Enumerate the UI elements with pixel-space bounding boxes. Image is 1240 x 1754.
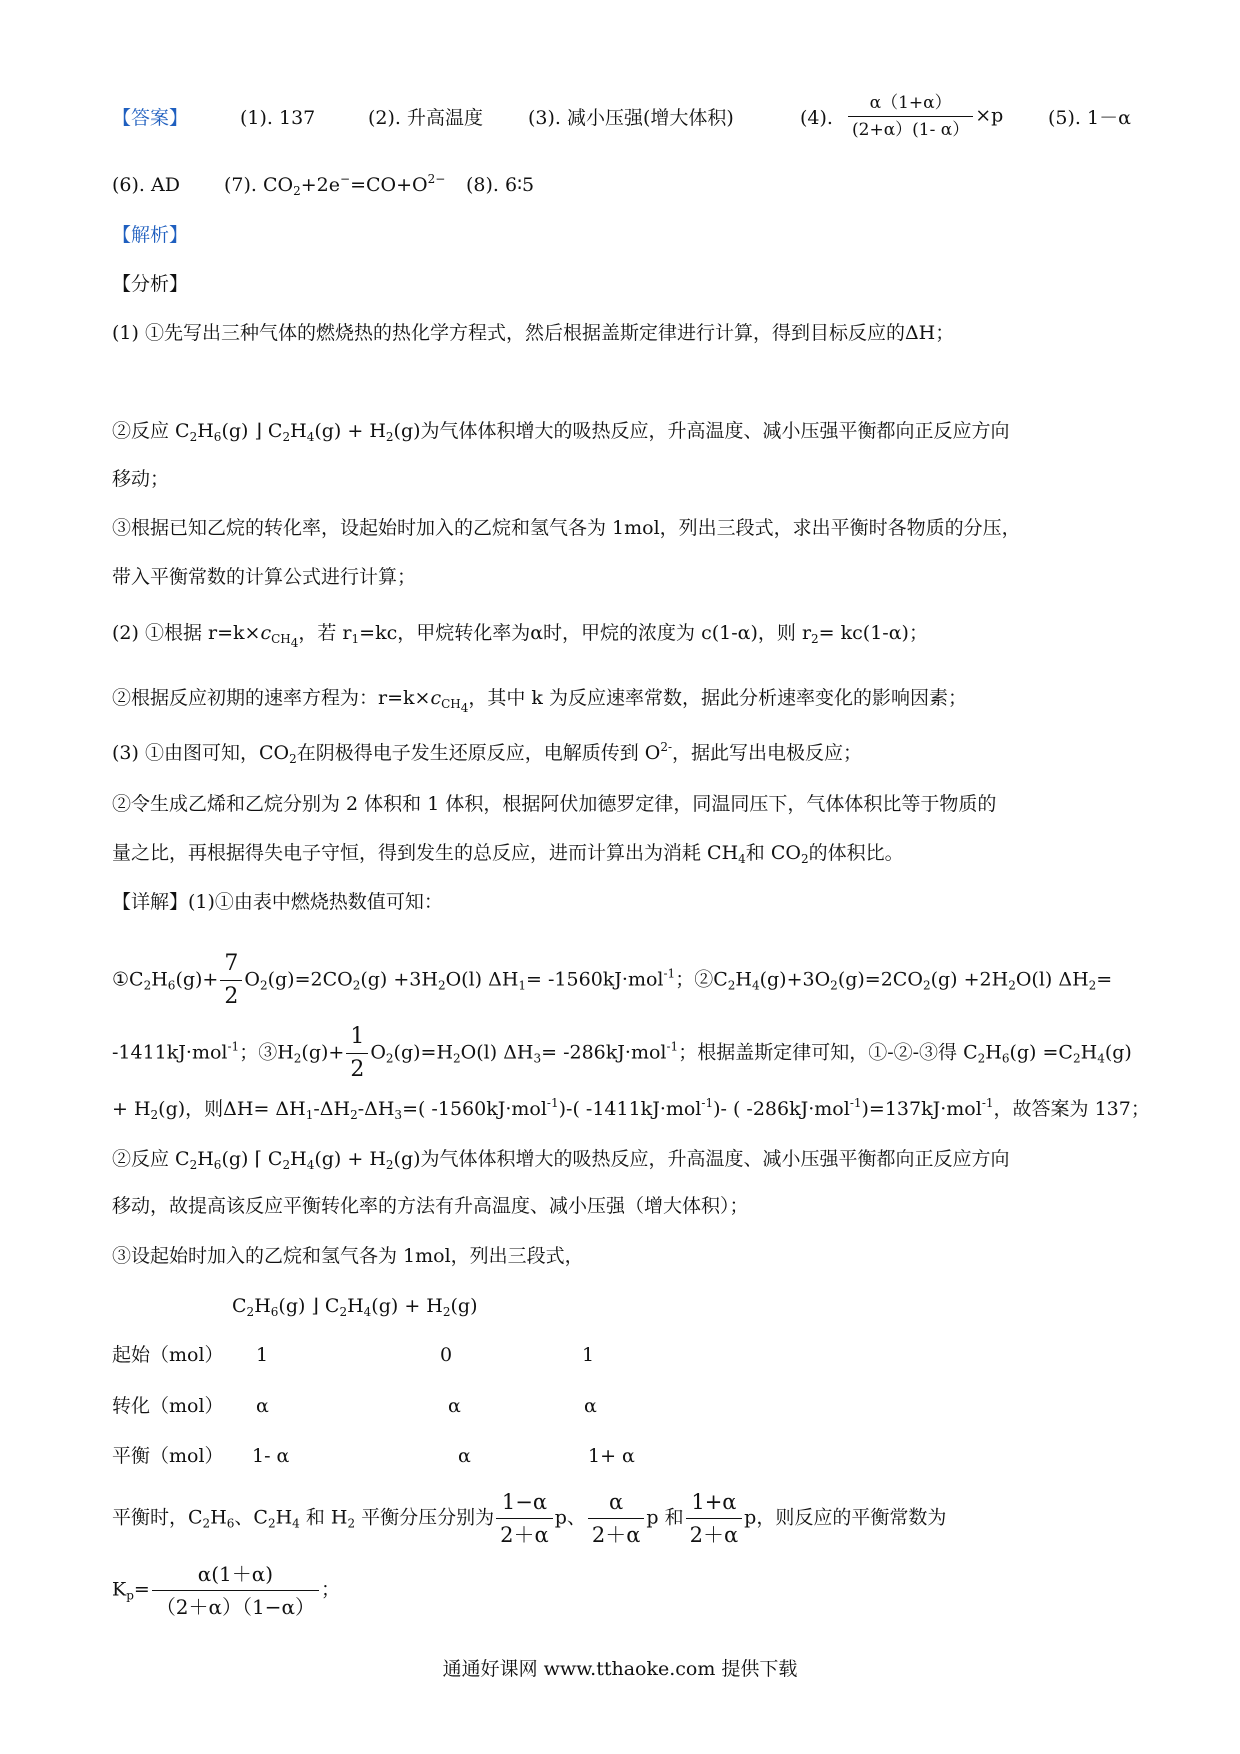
analysis-p2: ②反应 $C_2H_6(g)$ ⌋ $C_2H_4(g) + H_2(g)$为气体体积增大的吸热反应，升高温度、减小压强平衡都向正反应方向 <box>112 420 1010 444</box>
kp-expression: $K_p=$ $\frac{\alpha(1+\alpha)}{(2+\alpha)(1-\alpha)}$ ； <box>112 1562 341 1619</box>
analysis-tag: 【解析】 <box>112 224 189 246</box>
analysis-p6: (3) ①由图可知，$CO_2$在阴极得电子发生还原反应，电解质传到 $O^{2-}$，据此写出电极反应； <box>112 740 863 766</box>
table-cell: 1 <box>582 1344 595 1366</box>
analysis-p1: (1) ①先写出三种气体的燃烧热的热化学方程式，然后根据盖斯定律进行计算，得到目标反应的ΔH； <box>112 322 955 344</box>
answer-item-4-label: (4). <box>800 107 833 129</box>
fenxi-tag: 【分析】 <box>112 273 189 295</box>
partial-pressure-line: 平衡时，$C_2H_6$、$C_2H_4$ 和 $H_2$ 平衡分压分别为 $\frac{1-\alpha}{2+\alpha}$ p、 $\frac{\alpha}{2+\alpha}$ p 和 $\frac{1+\alpha}{2+\alpha}$ p，则反应的平衡常数为 <box>112 1490 947 1547</box>
analysis-p7-cont: 量之比，再根据得失电子守恒，得到发生的总反应，进而计算出为消耗 $CH_4$和 $CO_2$的体积比。 <box>112 842 904 866</box>
detail-p2: ②反应 $C_2H_6(g)$ ⌈ $C_2H_4(g) + H_2(g)$为气体体积增大的吸热反应，升高温度、减小压强平衡都向正反应方向 <box>112 1148 1010 1172</box>
analysis-p3-cont: 带入平衡常数的计算公式进行计算； <box>112 566 417 588</box>
table-row-label: 转化（mol） <box>112 1395 224 1417</box>
table-cell: 1 <box>256 1344 269 1366</box>
analysis-p4: (2) ①根据 $r=k\times c_{CH_4}$，若 $r_1=kc$，甲烷转化率为α时，甲烷的浓度为 c(1-α)，则 $r_2= kc(1-\alpha)$； <box>112 622 928 650</box>
footer-watermark: 通通好课网 www.tthaoke.com 提供下载 <box>442 1658 798 1680</box>
table-cell: α <box>256 1395 269 1417</box>
analysis-p7: ②令生成乙烯和乙烷分别为 2 体积和 1 体积，根据阿伏加德罗定律，同温同压下，气体体积比等于物质的 <box>112 793 997 815</box>
answer-item-3: (3). 减小压强(增大体积) <box>528 107 734 129</box>
table-header: $C_2H_6(g)$ ⌋ $C_2H_4(g) + H_2(g)$ <box>232 1295 478 1319</box>
table-cell: α <box>448 1395 461 1417</box>
detail-eq2: -1411kJ·mol$^{-1}$；$③H_2(g)+$ $\frac{1}{2}$ $O_2(g)=H_2O(l)$ $\Delta H_3= -286kJ\cdot mol^{-1}$；根据盖斯定律可知，①-②-③得 $C_2H_6(g) =C_2H_4(g)$ <box>112 1024 1132 1082</box>
fraction-numerator: α（1+α） <box>848 92 973 117</box>
answer-item-5: (5). 1－α <box>1048 107 1131 129</box>
table-row-label: 起始（mol） <box>112 1344 224 1366</box>
answer-item-2: (2). 升高温度 <box>368 107 483 129</box>
analysis-p5: ②根据反应初期的速率方程为：$r=k\times c_{CH_4}$，其中 k 为反应速率常数，据此分析速率变化的影响因素； <box>112 687 967 715</box>
table-cell: 0 <box>440 1344 453 1366</box>
detail-heading: 【详解】(1)①由表中燃烧热数值可知： <box>112 891 443 913</box>
table-cell: α <box>458 1445 471 1467</box>
answer-item-7: (7). $CO_2+2e^-=CO+O^{2-}$ <box>224 172 446 198</box>
answer-item-6: (6). AD <box>112 174 180 196</box>
fraction-denominator: (2+α）(1- α） <box>852 120 970 140</box>
table-row-label: 平衡（mol） <box>112 1445 224 1467</box>
table-cell: α <box>584 1395 597 1417</box>
detail-p2-cont: 移动，故提高该反应平衡转化率的方法有升高温度、减小压强（增大体积）； <box>112 1195 749 1217</box>
table-cell: 1- α <box>252 1445 290 1467</box>
analysis-p3: ③根据已知乙烷的转化率，设起始时加入的乙烷和氢气各为 1mol，列出三段式，求出平衡时各物质的分压， <box>112 517 1021 539</box>
table-cell: 1+ α <box>588 1445 635 1467</box>
answer-item-8: (8). 6∶5 <box>466 174 535 196</box>
analysis-p2-cont: 移动； <box>112 468 170 490</box>
detail-eq3: + $H_2(g)$，则$\Delta H= \Delta H_1-\Delta H_2-\Delta H_3=$( -1560kJ·mol$^{-1}$)-( -1411kJ·mol$^{-1}$)- ( -286kJ·mol$^{-1}$)=137kJ·mol$^{-1}$，故答案为 137； <box>112 1096 1150 1122</box>
answer-item-4-fraction <box>846 92 1003 141</box>
detail-p3: ③设起始时加入的乙烷和氢气各为 1mol，列出三段式， <box>112 1245 584 1267</box>
times-p: ×p <box>975 104 1004 127</box>
detail-eq1: $①C_2H_6(g)+$ $\frac{7}{2}$ $O_2(g)=2CO_2(g) +3H_2O(l)$ $\Delta H_1= -1560kJ\cdot mol^{-1}$；$②C_2H_4(g)+3O_2(g)=2CO_2(g) +2H_2O(l)$ $\Delta H_2=$ <box>112 951 1113 1009</box>
answer-tag: 【答案】 <box>112 107 189 129</box>
answer-item-1: (1). 137 <box>240 107 316 129</box>
